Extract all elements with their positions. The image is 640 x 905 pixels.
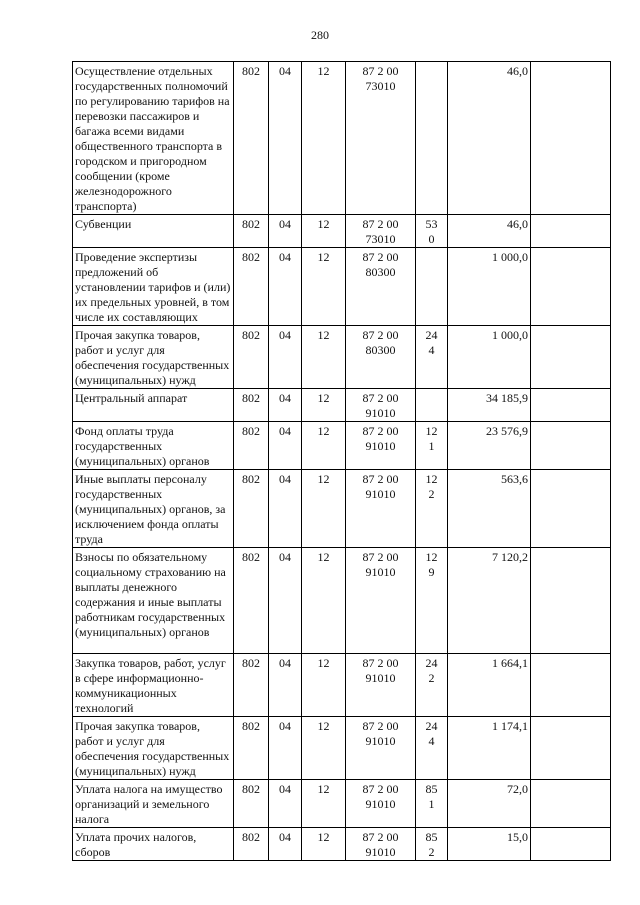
- target-article-cell: [346, 654, 416, 717]
- section-code-cell: 04: [269, 828, 302, 861]
- target-article-part1: 87 2 00: [362, 656, 399, 670]
- table-row: [73, 548, 611, 654]
- department-code-cell: 802: [234, 828, 269, 861]
- target-article-part2: 91010: [365, 734, 396, 748]
- empty-cell: [531, 717, 611, 780]
- subsection-code-cell: 12: [302, 422, 346, 470]
- target-article-part1: 87 2 00: [362, 64, 399, 78]
- expense-type-part2: 2: [428, 671, 435, 685]
- expense-name-cell: Уплата прочих налогов, сборов: [73, 828, 234, 861]
- target-article-cell: [346, 326, 416, 389]
- expense-name-cell: Закупка товаров, работ, услуг в сфере информационно-коммуникационных технологий: [73, 654, 234, 717]
- empty-cell: [531, 248, 611, 326]
- amount-cell: 34 185,9: [448, 389, 531, 422]
- section-code-cell: 04: [269, 548, 302, 654]
- expense-type-part1: 12: [425, 424, 438, 438]
- subsection-code-cell: 12: [302, 248, 346, 326]
- expense-name-cell: Центральный аппарат: [73, 389, 234, 422]
- amount-cell: 72,0: [448, 780, 531, 828]
- department-code-cell: 802: [234, 215, 269, 248]
- expense-type-cell: [416, 248, 448, 326]
- target-article-part1: 87 2 00: [362, 472, 399, 486]
- department-code-cell: 802: [234, 326, 269, 389]
- table-row: [73, 326, 611, 389]
- empty-cell: [531, 215, 611, 248]
- expense-type-part1: 24: [425, 656, 438, 670]
- expense-type-part1: 12: [425, 472, 438, 486]
- target-article-part2: 91010: [365, 671, 396, 685]
- target-article-part2: 73010: [365, 79, 396, 93]
- expense-type-part1: 85: [425, 782, 438, 796]
- subsection-code-cell: 12: [302, 828, 346, 861]
- expense-type-part2: 0: [428, 232, 435, 246]
- expense-type-part2: 1: [428, 439, 435, 453]
- department-code-cell: 802: [234, 548, 269, 654]
- department-code-cell: 802: [234, 654, 269, 717]
- target-article-part2: 80300: [365, 265, 396, 279]
- empty-cell: [531, 389, 611, 422]
- table-row: [73, 215, 611, 248]
- target-article-part2: 73010: [365, 232, 396, 246]
- section-code-cell: 04: [269, 654, 302, 717]
- target-article-cell: [346, 248, 416, 326]
- amount-cell: 46,0: [448, 62, 531, 215]
- department-code-cell: 802: [234, 62, 269, 215]
- expense-type-cell: [416, 828, 448, 861]
- target-article-part2: 91010: [365, 487, 396, 501]
- amount-cell: 23 576,9: [448, 422, 531, 470]
- subsection-code-cell: 12: [302, 780, 346, 828]
- department-code-cell: 802: [234, 389, 269, 422]
- expense-type-cell: [416, 326, 448, 389]
- expense-type-part1: 85: [425, 830, 438, 844]
- expense-type-part2: 2: [428, 845, 435, 859]
- department-code-cell: 802: [234, 717, 269, 780]
- target-article-part2: 91010: [365, 406, 396, 420]
- section-code-cell: 04: [269, 215, 302, 248]
- table-row: [73, 470, 611, 548]
- empty-cell: [531, 62, 611, 215]
- expense-type-cell: [416, 780, 448, 828]
- expense-type-cell: [416, 548, 448, 654]
- empty-cell: [531, 548, 611, 654]
- expense-type-cell: [416, 62, 448, 215]
- amount-cell: 15,0: [448, 828, 531, 861]
- empty-cell: [531, 828, 611, 861]
- amount-cell: 1 000,0: [448, 326, 531, 389]
- expense-type-cell: [416, 717, 448, 780]
- target-article-cell: [346, 828, 416, 861]
- amount-cell: 7 120,2: [448, 548, 531, 654]
- empty-cell: [531, 422, 611, 470]
- section-code-cell: 04: [269, 780, 302, 828]
- empty-cell: [531, 326, 611, 389]
- target-article-cell: [346, 62, 416, 215]
- empty-cell: [531, 654, 611, 717]
- table-row: [73, 828, 611, 861]
- target-article-part2: 91010: [365, 845, 396, 859]
- target-article-part2: 91010: [365, 797, 396, 811]
- target-article-part1: 87 2 00: [362, 830, 399, 844]
- expense-type-part1: 24: [425, 328, 438, 342]
- target-article-part1: 87 2 00: [362, 250, 399, 264]
- target-article-cell: [346, 548, 416, 654]
- target-article-part1: 87 2 00: [362, 550, 399, 564]
- subsection-code-cell: 12: [302, 326, 346, 389]
- section-code-cell: 04: [269, 470, 302, 548]
- department-code-cell: 802: [234, 422, 269, 470]
- target-article-part2: 91010: [365, 565, 396, 579]
- expense-type-part2: 1: [428, 797, 435, 811]
- expense-type-cell: [416, 422, 448, 470]
- target-article-cell: [346, 215, 416, 248]
- section-code-cell: 04: [269, 422, 302, 470]
- amount-cell: 1 174,1: [448, 717, 531, 780]
- expense-type-part2: 9: [428, 565, 435, 579]
- department-code-cell: 802: [234, 470, 269, 548]
- expense-type-part2: 4: [428, 343, 435, 357]
- table-row: [73, 248, 611, 326]
- department-code-cell: 802: [234, 780, 269, 828]
- expense-type-cell: [416, 215, 448, 248]
- target-article-part1: 87 2 00: [362, 719, 399, 733]
- target-article-part1: 87 2 00: [362, 217, 399, 231]
- target-article-part1: 87 2 00: [362, 782, 399, 796]
- expense-name-cell: Прочая закупка товаров, работ и услуг для обеспечения государственных (муниципальных) нужд: [73, 717, 234, 780]
- empty-cell: [531, 780, 611, 828]
- expense-name-cell: Взносы по обязательному социальному страхованию на выплаты денежного содержания и иные выплаты работникам государственных (муниципальных) органов: [73, 548, 234, 654]
- subsection-code-cell: 12: [302, 62, 346, 215]
- target-article-cell: [346, 422, 416, 470]
- expense-name-cell: Уплата налога на имущество организаций и земельного налога: [73, 780, 234, 828]
- expense-type-cell: [416, 470, 448, 548]
- target-article-part2: 91010: [365, 439, 396, 453]
- subsection-code-cell: 12: [302, 654, 346, 717]
- subsection-code-cell: 12: [302, 389, 346, 422]
- expense-type-cell: [416, 654, 448, 717]
- target-article-part2: 80300: [365, 343, 396, 357]
- expense-name-cell: Осуществление отдельных государственных полномочий по регулированию тарифов на перевозки пассажиров и багажа всеми видами общественного транспорта в городском и пригородном сообщении (кроме железнодорожного транспорта): [73, 62, 234, 215]
- target-article-part1: 87 2 00: [362, 328, 399, 342]
- section-code-cell: 04: [269, 389, 302, 422]
- table-row: [73, 422, 611, 470]
- subsection-code-cell: 12: [302, 470, 346, 548]
- table-row: [73, 780, 611, 828]
- expense-name-cell: Иные выплаты персоналу государственных (муниципальных) органов, за исключением фонда оплаты труда: [73, 470, 234, 548]
- target-article-part1: 87 2 00: [362, 424, 399, 438]
- subsection-code-cell: 12: [302, 215, 346, 248]
- expense-type-cell: [416, 389, 448, 422]
- amount-cell: 563,6: [448, 470, 531, 548]
- table-row: [73, 717, 611, 780]
- table-body: [73, 62, 611, 861]
- expense-name-cell: Фонд оплаты труда государственных (муниципальных) органов: [73, 422, 234, 470]
- section-code-cell: 04: [269, 62, 302, 215]
- amount-cell: 1 000,0: [448, 248, 531, 326]
- target-article-cell: [346, 389, 416, 422]
- expense-type-part2: 2: [428, 487, 435, 501]
- expense-type-part1: 24: [425, 719, 438, 733]
- budget-table: [72, 61, 611, 861]
- amount-cell: 46,0: [448, 215, 531, 248]
- section-code-cell: 04: [269, 717, 302, 780]
- section-code-cell: 04: [269, 248, 302, 326]
- expense-name-cell: Прочая закупка товаров, работ и услуг для обеспечения государственных (муниципальных) нужд: [73, 326, 234, 389]
- expense-type-part2: 4: [428, 734, 435, 748]
- expense-name-cell: Субвенции: [73, 215, 234, 248]
- subsection-code-cell: 12: [302, 548, 346, 654]
- table-row: [73, 62, 611, 215]
- expense-type-part1: 12: [425, 550, 438, 564]
- target-article-cell: [346, 780, 416, 828]
- target-article-part1: 87 2 00: [362, 391, 399, 405]
- table-row: [73, 654, 611, 717]
- empty-cell: [531, 470, 611, 548]
- page-number: 280: [311, 28, 329, 42]
- subsection-code-cell: 12: [302, 717, 346, 780]
- target-article-cell: [346, 470, 416, 548]
- department-code-cell: 802: [234, 248, 269, 326]
- section-code-cell: 04: [269, 326, 302, 389]
- expense-type-part1: 53: [425, 217, 438, 231]
- target-article-cell: [346, 717, 416, 780]
- expense-name-cell: Проведение экспертизы предложений об установлении тарифов и (или) их предельных уровней, в том числе их составляющих: [73, 248, 234, 326]
- table-row: [73, 389, 611, 422]
- amount-cell: 1 664,1: [448, 654, 531, 717]
